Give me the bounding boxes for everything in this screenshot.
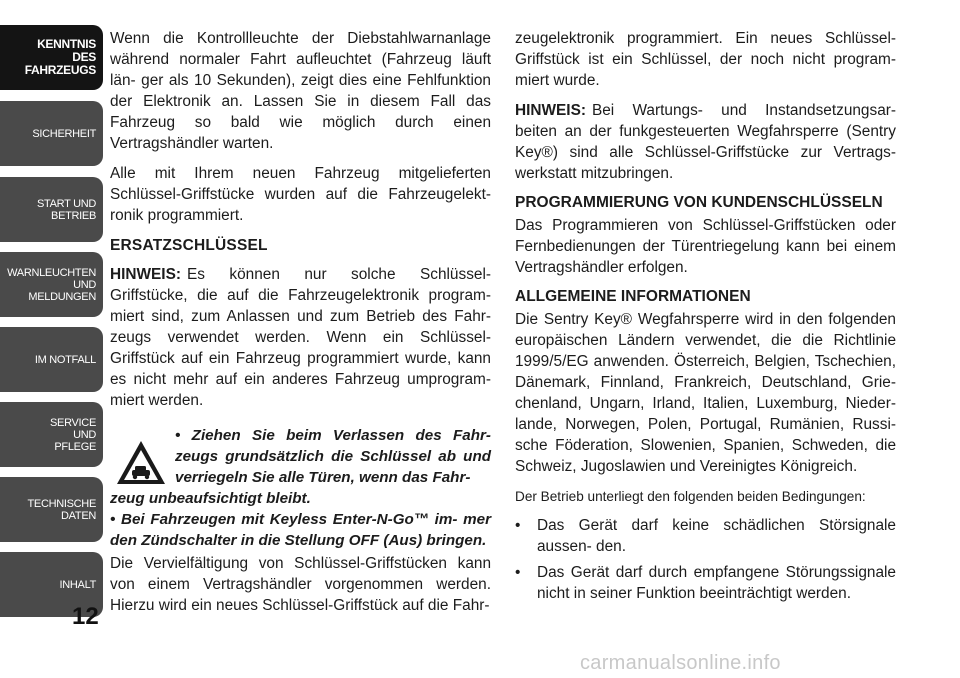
tab-kenntnis-des-fahrzeugs[interactable] — [0, 25, 103, 90]
list-item: • Das Gerät darf durch empfangene Störungssignale nicht in seiner Funktion beeinträchtigt werden. — [515, 562, 896, 604]
list-item: • Das Gerät darf keine schädlichen Störsignale aussen- den. — [515, 515, 896, 557]
tab-start-und-betrieb[interactable] — [0, 177, 103, 242]
body-paragraph: Die Vervielfältigung von Schlüssel-Griffstücken kann von einem Vertragshändler vorgenommen werden. Hierzu wird ein neues Schlüssel-Griffstück auf die Fahr- — [110, 555, 491, 614]
tab-label-line: UND — [73, 278, 96, 291]
tab-label-line: MELDUNGEN — [28, 290, 96, 303]
section-heading: ERSATZSCHLÜSSEL — [110, 237, 268, 254]
body-paragraph: Die Sentry Key® Wegfahrsperre wird in den folgenden europäischen Ländern verwendet, die die Richtlinie 1999/5/EG anwenden. Österreich, Belgien, Tschechien, Dänemark, Finnland, Frankreich, Deutschland, Grie- chenland, Ungarn, Irland, Italien, Luxemburg, Nieder- lande, Norwegen, Polen, Portugal, Rumänien, Russi- sche Föderation, Slowenien, Spanien, Schweden, die Schweiz, Jugoslawien und Vereinigtes Königreich. — [515, 311, 896, 475]
tab-label-line: TECHNISCHE — [27, 497, 96, 510]
warning-block — [110, 425, 491, 551]
tab-label-line: UND — [73, 428, 96, 441]
note-paragraph — [110, 264, 491, 411]
warning-text: zeug unbeaufsichtigt bleibt. — [110, 490, 311, 507]
note-paragraph — [515, 100, 896, 184]
tab-label-line: FAHRZEUGS — [24, 63, 96, 77]
tab-label-line: SERVICE — [50, 416, 96, 429]
tab-label-line: INHALT — [59, 578, 96, 591]
note-text: Bei Wartungs- und Instandsetzungsar- beiten an der funkgesteuerten Wegfahrsperre (Sentry Key®) sind alle Schlüssel-Griffstücke zur Vertrags- werkstatt mitzubringen. — [515, 102, 896, 182]
tab-sicherheit[interactable] — [0, 101, 103, 166]
watermark-text: carmanualsonline.info — [580, 652, 781, 674]
tab-im-notfall[interactable] — [0, 327, 103, 392]
tab-label-line: WARNLEUCHTEN — [7, 266, 96, 279]
body-paragraph: zeugelektronik programmiert. Ein neues Schlüssel- Griffstück ist ein Schlüssel, der noch nicht program- miert wurde. — [515, 30, 896, 89]
tab-label-line: PFLEGE — [54, 440, 96, 453]
warning-text: • Ziehen Sie beim Verlassen des Fahr- zeugs grundsätzlich die Schlüssel ab und verriegeln Sie alle Türen, wenn das Fahr- — [175, 427, 491, 486]
warning-triangle-icon — [115, 439, 167, 487]
chapter-tab-sidebar — [0, 0, 103, 678]
right-column — [515, 28, 896, 609]
tab-label-line: IM NOTFALL — [34, 353, 96, 366]
body-paragraph: Alle mit Ihrem neuen Fahrzeug mitgelieferten Schlüssel-Griffstücke wurden auf die Fahrzeugelekt- ronik programmiert. — [110, 165, 491, 224]
bullet-list — [515, 515, 896, 604]
warning-text: • Bei Fahrzeugen mit Keyless Enter-N-Go™ im- mer den Zündschalter in die Stellung OFF (Aus) bringen. — [110, 511, 491, 549]
section-heading: ALLGEMEINE INFORMATIONEN — [515, 288, 751, 305]
section-heading: PROGRAMMIERUNG VON KUNDENSCHLÜSSELN — [515, 194, 883, 211]
body-paragraph: Wenn die Kontrollleuchte der Diebstahlwarnanlage während normaler Fahrt aufleuchtet (Fahrzeug läuft län- ger als 10 Sekunden), zeigt dies eine Fehlfunktion der Elektronik an. Lassen Sie in diesem Fall das Fahrzeug so bald wie möglich durch einen Vertragshändler warten. — [110, 30, 491, 152]
body-paragraph: Der Betrieb unterliegt den folgenden beiden Bedingungen: — [515, 489, 866, 504]
tab-label-line: SICHERHEIT — [32, 127, 96, 140]
tab-label-line: DES — [72, 50, 96, 64]
tab-warnleuchten-und-meldungen[interactable] — [0, 252, 103, 317]
tab-label-line: KENNTNIS — [37, 37, 96, 51]
tab-label-line: START UND — [36, 197, 96, 210]
left-column — [110, 28, 491, 625]
note-label: HINWEIS: — [515, 102, 586, 119]
page-number: 12 — [72, 603, 99, 630]
note-label: HINWEIS: — [110, 266, 181, 283]
tab-technische-daten[interactable] — [0, 477, 103, 542]
tab-label-line: BETRIEB — [51, 209, 96, 222]
tab-service-und-pflege[interactable] — [0, 402, 103, 467]
tab-label-line: DATEN — [61, 509, 96, 522]
note-text: Es können nur solche Schlüssel- Griffstücke, die auf die Fahrzeugelektronik program- miert sind, zum Anlassen und zum Betrieb des Fahr- zeugs verwendet werden. Wenn ein Schlüssel- Griffstück auf ein Fahrzeug programmiert wurde, kann es nicht mehr auf ein anderes Fahrzeug umprogram- miert werden. — [110, 266, 491, 409]
body-paragraph: Das Programmieren von Schlüssel-Griffstücken oder Fernbedienungen der Türentriegelung kann bei einem Vertragshändler erfolgen. — [515, 217, 896, 276]
